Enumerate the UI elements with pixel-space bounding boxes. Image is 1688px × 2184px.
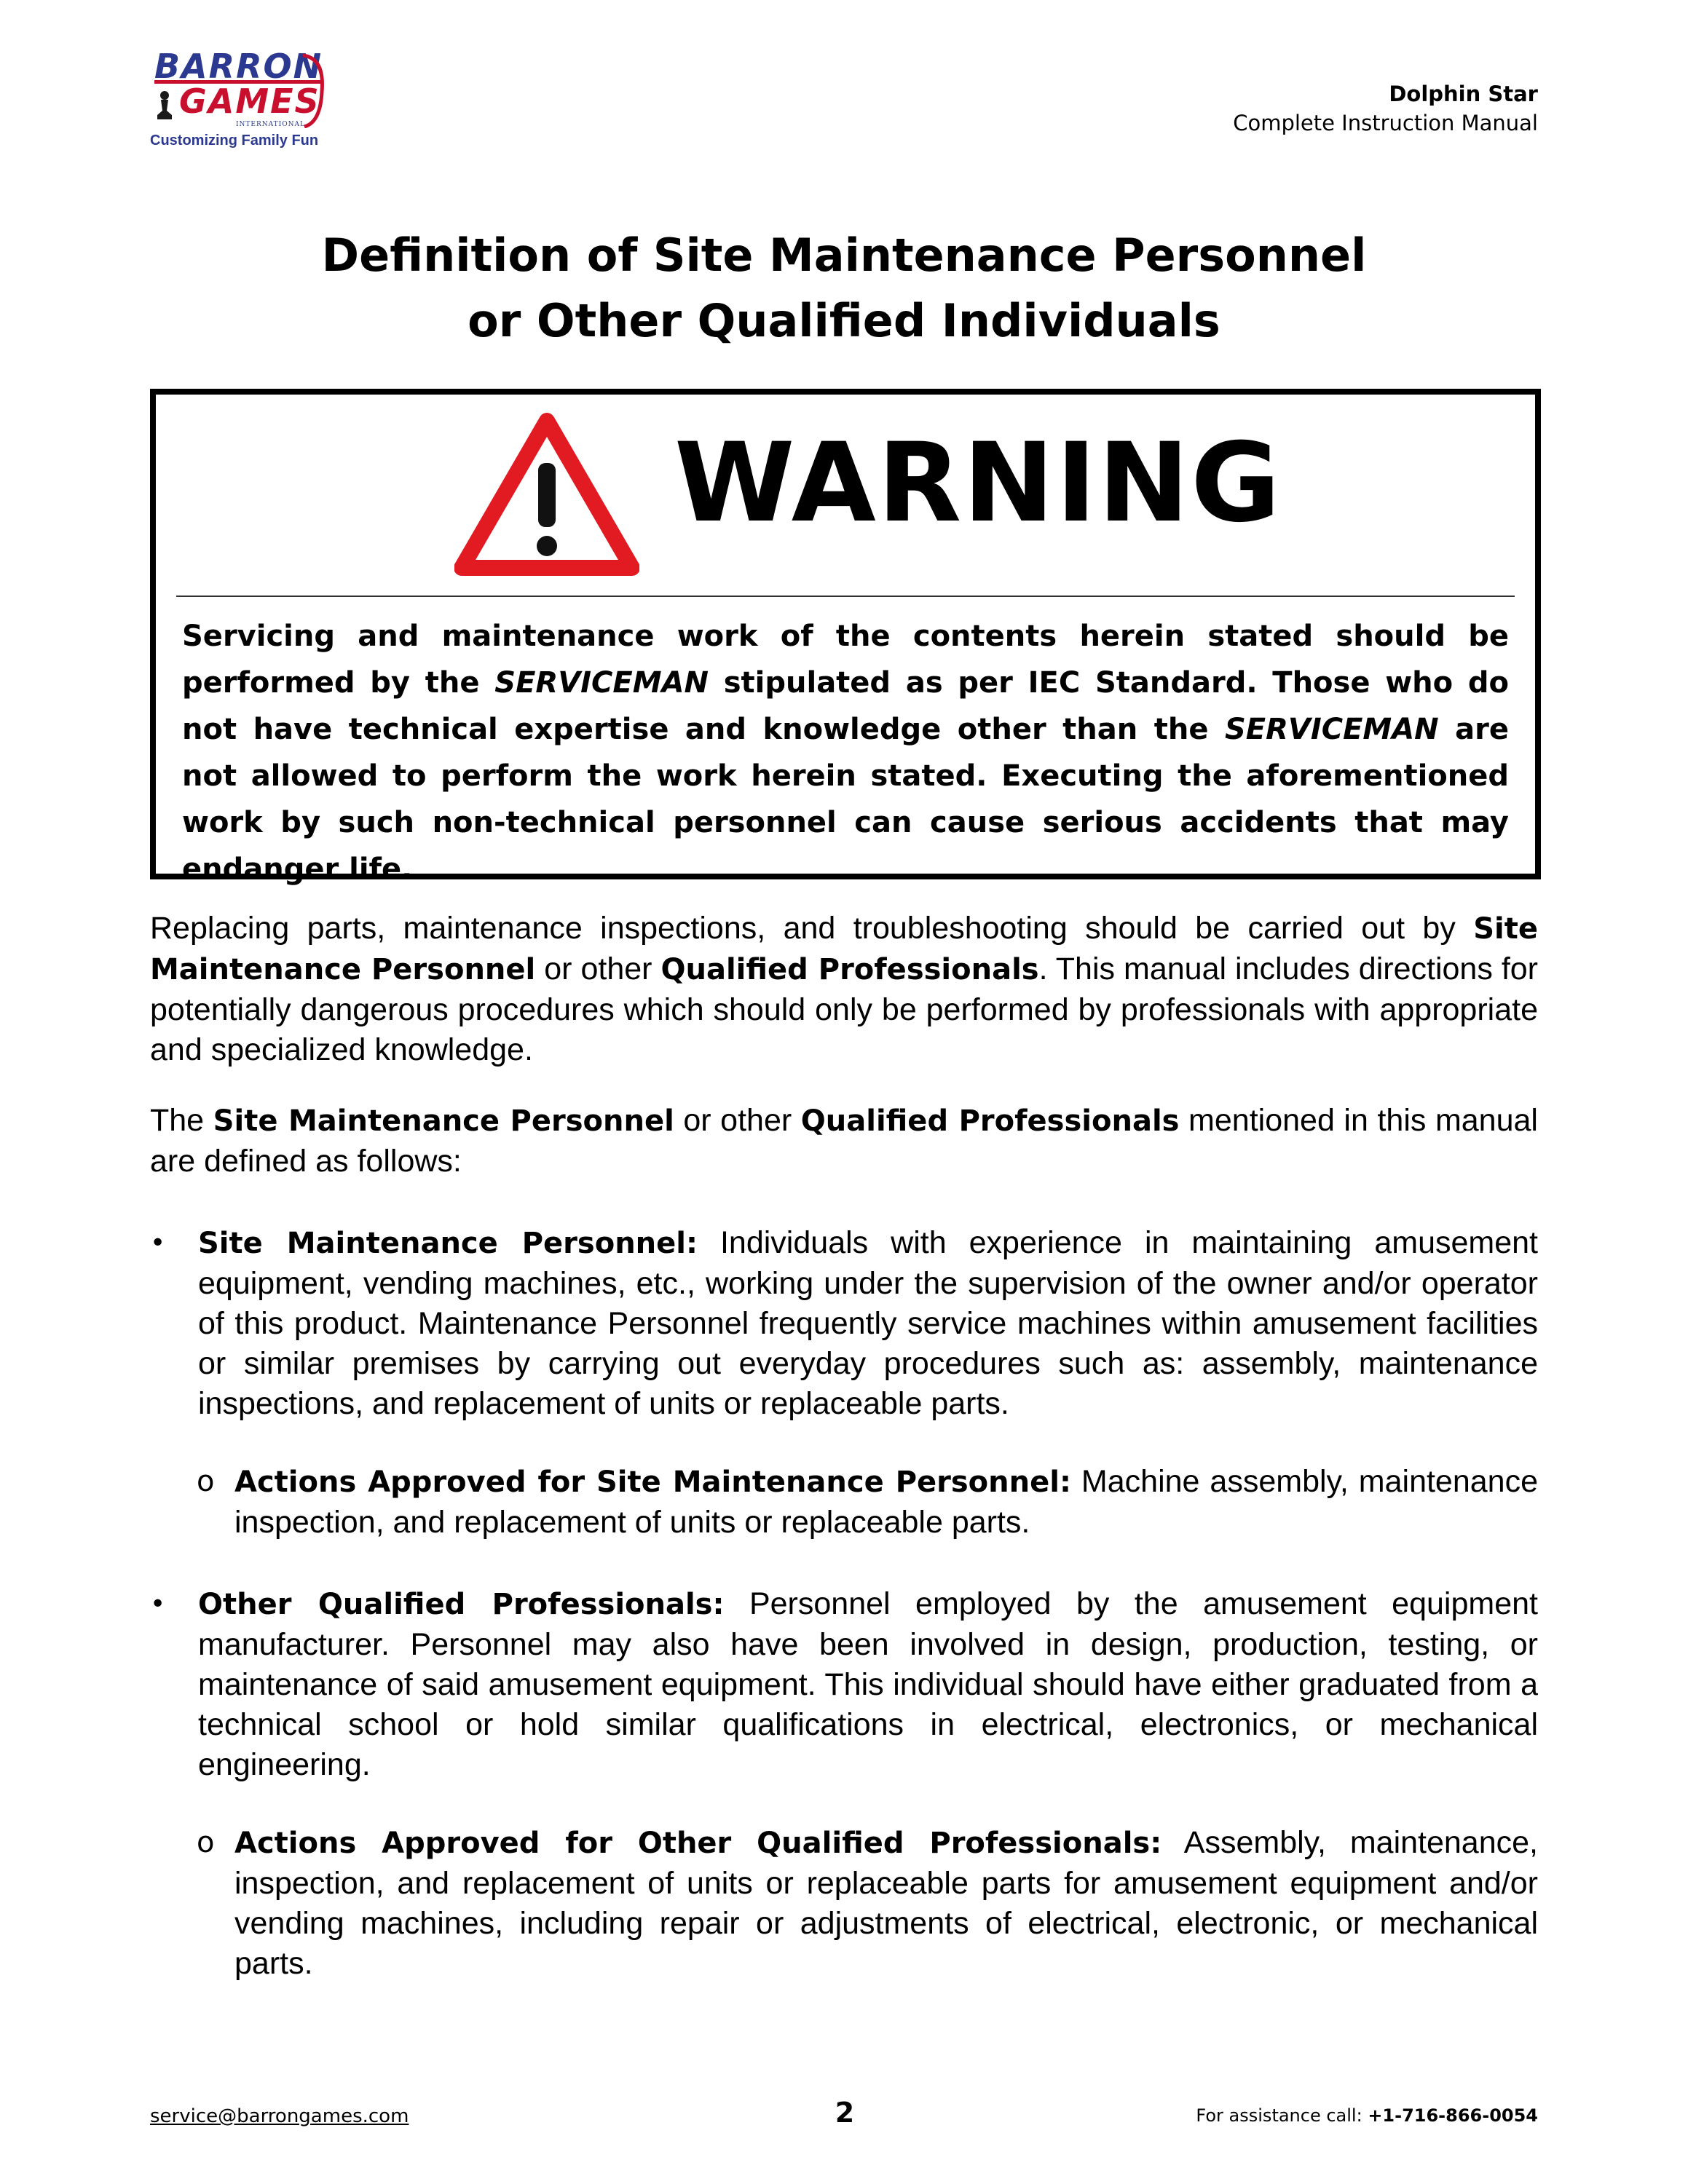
serviceman-term: SERVICEMAN xyxy=(1224,713,1439,746)
list-item-qualified-professionals: Other Qualified Professionals: Personnel employed by the amusement equipment manufacturer. Personnel may also have been involved in design, production, testing, or maintenance of said amusement equipment. This individual should have either graduated from a technical school or hold similar qualifications in electrical, electronics, or mechanical engineering. xyxy=(198,1586,1538,1782)
sub-bullet-marker: o xyxy=(197,1826,215,1859)
logo-swoosh-icon xyxy=(300,52,328,128)
intro-paragraph: Replacing parts, maintenance inspections, and troubleshooting should be carried out by Site Maintenance Personnel or other Qualified Professionals. This manual includes directions for potentially dangerous procedures which should only be performed by professionals with appropriate and specialized knowledge. xyxy=(150,911,1538,1067)
warning-divider xyxy=(176,596,1515,597)
bullet-marker: • xyxy=(150,1228,166,1258)
warning-text: Servicing and maintenance work of the contents herein stated should be performed by the SERVICEMAN stipulated as per IEC Standard. Those who do not have technical expertise and knowledge other than the SERVICEMAN are not allowed to perform the work herein stated. Executing the aforementioned work by such non-technical personnel can cause serious accidents that may endanger life. xyxy=(182,620,1510,886)
sub-item-qualified-professionals-actions: Actions Approved for Other Qualified Professionals: Assembly, maintenance, inspection, and replacement of units or replaceable parts for amusement equipment and/or vending machines, including repair or adjustments of electrical, electronic, or mechanical parts. xyxy=(234,1825,1538,1981)
definitions-intro-paragraph: The Site Maintenance Personnel or other Qualified Professionals mentioned in this manual are defined as follows: xyxy=(150,1103,1538,1179)
warning-box xyxy=(150,389,1541,886)
logo-text-games: GAMES xyxy=(179,82,320,121)
pawn-icon xyxy=(154,90,175,119)
sub-item-site-maintenance-actions: Actions Approved for Site Maintenance Personnel: Machine assembly, maintenance inspection, and replacement of units or replaceable parts. xyxy=(234,1464,1538,1540)
page-number: 2 xyxy=(835,2097,855,2129)
page-title-line-2: or Other Qualified Individuals xyxy=(468,294,1220,347)
barron-games-logo xyxy=(150,48,332,157)
logo-text-barron: BARRON xyxy=(154,47,323,86)
footer-assistance-phone: For assistance call: +1-716-866-0054 xyxy=(1196,2105,1538,2126)
page-title-line-1: Definition of Site Maintenance Personnel xyxy=(321,229,1367,282)
warning-triangle-icon xyxy=(454,412,639,577)
bullet-marker: • xyxy=(150,1589,166,1619)
warning-heading: WARNING xyxy=(674,420,1282,547)
serviceman-term: SERVICEMAN xyxy=(494,666,709,700)
footer-email-link[interactable]: service@barrongames.com xyxy=(150,2105,409,2127)
header-manual-subtitle: Complete Instruction Manual xyxy=(1233,111,1538,135)
list-item-site-maintenance: Site Maintenance Personnel: Individuals with experience in maintaining amusement equipment, vending machines, etc., working under the supervision of the owner and/or operator of this product. Maintenance Personnel frequently service machines within amusement facilities or similar premises by carrying out everyday procedures such as: assembly, maintenance inspections, and replacement of units or replaceable parts. xyxy=(198,1225,1538,1421)
sub-bullet-marker: o xyxy=(197,1465,215,1498)
logo-tagline: Customizing Family Fun xyxy=(150,132,319,149)
logo-text-international: INTERNATIONAL xyxy=(236,121,305,128)
phone-number: +1-716-866-0054 xyxy=(1368,2105,1538,2126)
header-product-name: Dolphin Star xyxy=(1389,82,1538,106)
